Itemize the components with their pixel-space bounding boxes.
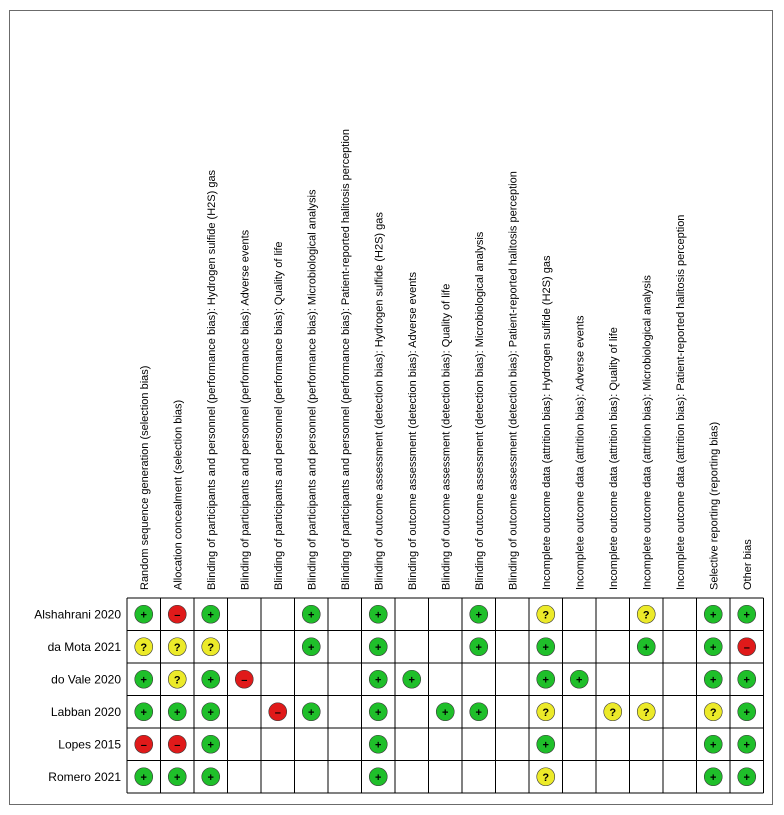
risk-symbol: + — [174, 771, 181, 784]
domain-label: Allocation concealment (selection bias) — [172, 399, 185, 590]
risk-symbol: + — [542, 739, 549, 752]
risk-symbol: + — [140, 771, 147, 784]
risk-symbol: + — [207, 771, 214, 784]
study-label: Lopes 2015 — [58, 737, 121, 752]
risk-symbol: + — [375, 641, 382, 654]
risk-symbol: + — [743, 739, 750, 752]
study-label: Alshahrani 2020 — [34, 607, 121, 622]
risk-symbol: + — [375, 609, 382, 622]
risk-symbol: + — [475, 641, 482, 654]
risk-symbol: – — [174, 739, 181, 752]
domain-label: Incomplete outcome data (attrition bias): Adverse events — [574, 315, 587, 590]
risk-symbol: + — [475, 706, 482, 719]
study-label: Labban 2020 — [50, 704, 121, 719]
risk-symbol: + — [408, 674, 415, 687]
domain-label: Other bias — [741, 539, 754, 590]
risk-symbol: – — [140, 739, 147, 752]
risk-symbol: + — [375, 739, 382, 752]
domain-label: Selective reporting (reporting bias) — [708, 421, 721, 590]
risk-symbol: ? — [542, 609, 550, 622]
risk-symbol: – — [174, 609, 181, 622]
risk-symbol: + — [710, 739, 717, 752]
risk-symbol: + — [308, 641, 315, 654]
domain-label: Blinding of participants and personnel (performance bias): Patient-reported halitosis perception — [339, 128, 352, 590]
domain-label: Blinding of participants and personnel (performance bias): Microbiological analysis — [306, 189, 319, 590]
risk-symbol: – — [743, 641, 750, 654]
risk-symbol: ? — [642, 609, 650, 622]
risk-symbol: + — [207, 739, 214, 752]
domain-label: Blinding of outcome assessment (detection bias): Microbiological analysis — [473, 231, 486, 590]
domain-label: Random sequence generation (selection bias) — [138, 365, 151, 590]
risk-symbol: ? — [140, 641, 148, 654]
risk-symbol: + — [710, 609, 717, 622]
domain-label: Blinding of participants and personnel (performance bias): Quality of life — [272, 241, 285, 590]
risk-symbol: + — [375, 771, 382, 784]
risk-symbol: + — [140, 674, 147, 687]
risk-symbol: ? — [173, 641, 181, 654]
domain-label: Incomplete outcome data (attrition bias): Quality of life — [607, 327, 620, 590]
risk-symbol: ? — [542, 771, 550, 784]
risk-symbol: + — [542, 674, 549, 687]
study-label: Romero 2021 — [48, 769, 121, 784]
risk-symbol: ? — [642, 706, 650, 719]
risk-symbol: + — [174, 706, 181, 719]
study-label: do Vale 2020 — [51, 672, 121, 687]
domain-label: Incomplete outcome data (attrition bias): Patient-reported halitosis perception — [674, 214, 687, 590]
risk-symbol: + — [710, 771, 717, 784]
domain-label: Incomplete outcome data (attrition bias): Hydrogen sulfide (H2S) gas — [540, 255, 553, 590]
risk-symbol: + — [375, 674, 382, 687]
domain-label: Incomplete outcome data (attrition bias): Microbiological analysis — [641, 275, 654, 590]
risk-of-bias-grid — [10, 11, 772, 804]
risk-symbol: – — [274, 706, 281, 719]
domain-label: Blinding of outcome assessment (detection bias): Adverse events — [406, 272, 419, 590]
risk-symbol: + — [207, 706, 214, 719]
risk-symbol: ? — [173, 674, 181, 687]
risk-symbol: + — [207, 674, 214, 687]
risk-symbol: + — [743, 609, 750, 622]
risk-symbol: + — [140, 706, 147, 719]
risk-symbol: + — [475, 609, 482, 622]
risk-of-bias-summary-frame — [9, 10, 773, 805]
domain-label: Blinding of outcome assessment (detection bias): Patient-reported halitosis perception — [507, 171, 520, 590]
domain-label: Blinding of outcome assessment (detection bias): Hydrogen sulfide (H2S) gas — [373, 212, 386, 590]
risk-symbol: + — [375, 706, 382, 719]
risk-symbol: + — [710, 674, 717, 687]
risk-symbol: + — [308, 706, 315, 719]
risk-symbol: + — [643, 641, 650, 654]
risk-symbol: + — [743, 674, 750, 687]
study-label: da Mota 2021 — [47, 639, 121, 654]
domain-label: Blinding of outcome assessment (detection bias): Quality of life — [440, 283, 453, 590]
risk-symbol: + — [743, 706, 750, 719]
risk-symbol: ? — [709, 706, 717, 719]
risk-symbol: ? — [542, 706, 550, 719]
domain-label: Blinding of participants and personnel (performance bias): Hydrogen sulfide (H2S) gas — [205, 169, 218, 590]
risk-symbol: – — [241, 674, 248, 687]
risk-symbol: + — [576, 674, 583, 687]
risk-symbol: ? — [207, 641, 215, 654]
risk-symbol: + — [542, 641, 549, 654]
risk-symbol: + — [442, 706, 449, 719]
risk-symbol: + — [743, 771, 750, 784]
risk-symbol: + — [207, 609, 214, 622]
risk-symbol: ? — [609, 706, 617, 719]
risk-symbol: + — [710, 641, 717, 654]
domain-label: Blinding of participants and personnel (performance bias): Adverse events — [239, 229, 252, 590]
risk-symbol: + — [308, 609, 315, 622]
risk-symbol: + — [140, 609, 147, 622]
